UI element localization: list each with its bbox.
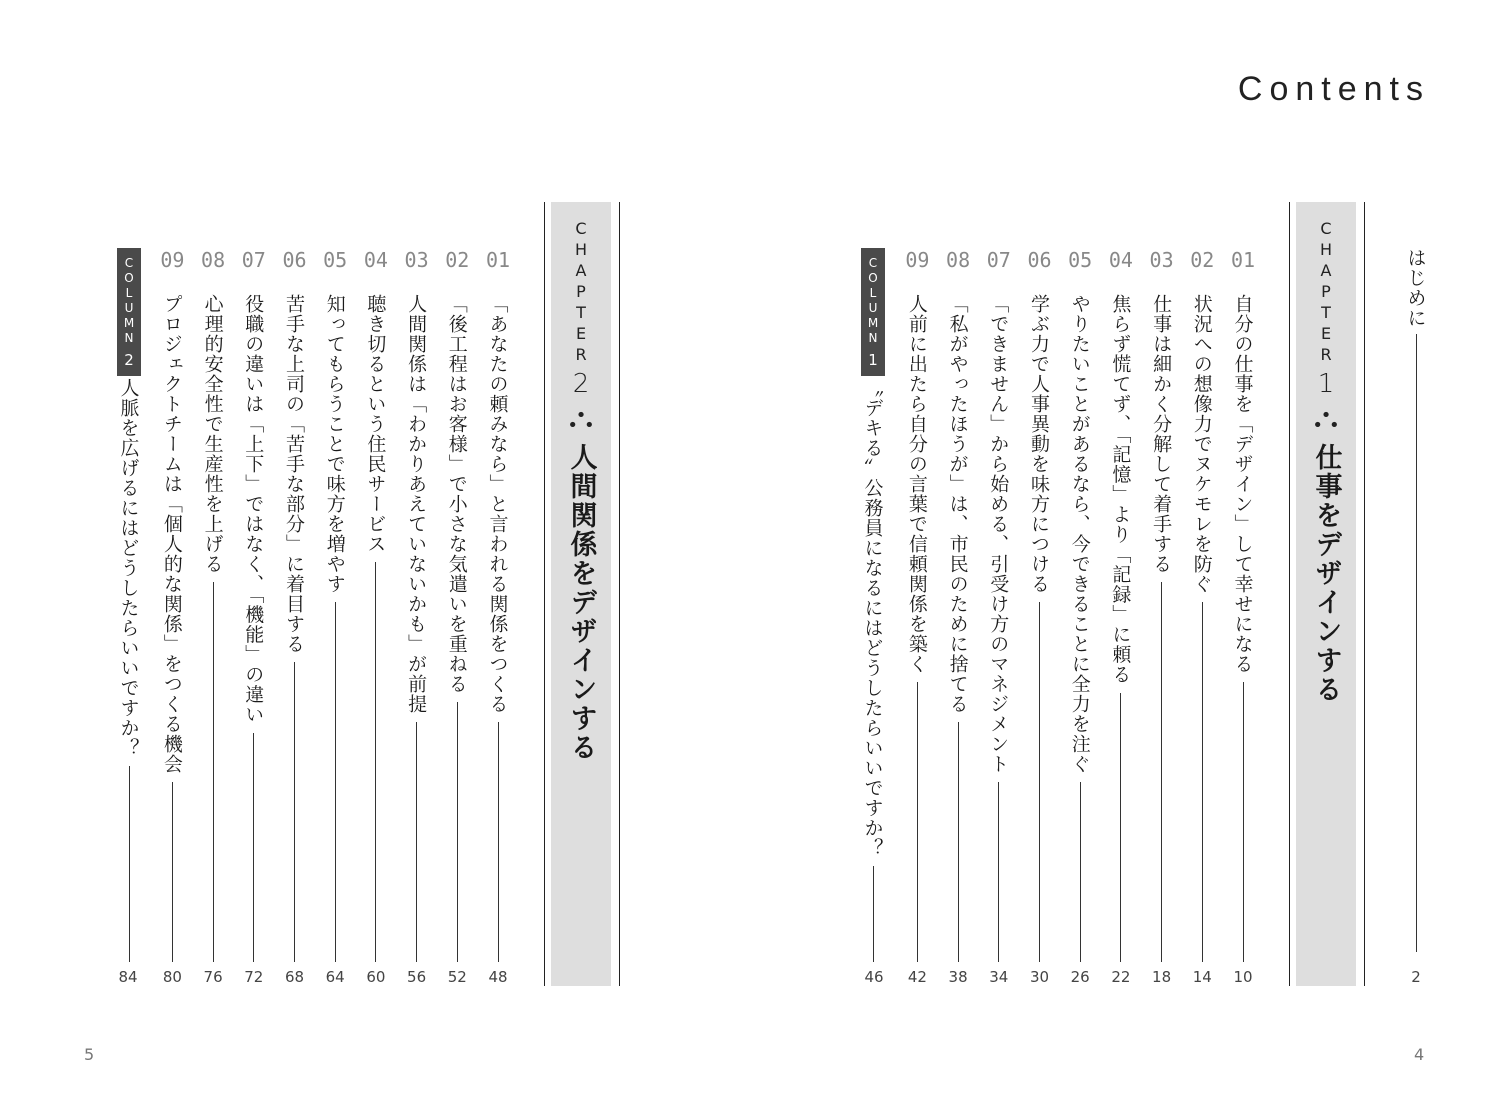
entry-title: 学ぶ力で人事異動を味方につける [1028, 294, 1050, 594]
entry-page: 10 [1233, 968, 1253, 986]
toc-entry[interactable] [445, 248, 469, 962]
chapter-letter: P [1321, 282, 1331, 301]
entry-title: 焦らず慌てず、「記憶」より「記録」に頼る [1109, 294, 1132, 685]
chapter-title: 人間関係をデザインする [565, 443, 597, 762]
entry-number: 04 [363, 248, 388, 272]
intro-title: はじめに [1404, 248, 1427, 328]
toc-entry[interactable] [1068, 248, 1092, 962]
entry-number: 07 [986, 248, 1011, 272]
column-title: 人脈を広げるにはどうしたらいいですか？ [117, 378, 140, 758]
entry-page: 56 [407, 968, 427, 986]
toc-entry[interactable] [1150, 248, 1174, 962]
column-letter: O [124, 271, 134, 285]
chapter-letter: R [575, 345, 587, 364]
leader-line [1120, 693, 1121, 963]
column-letter: N [868, 331, 878, 345]
entry-number: 01 [485, 248, 511, 272]
column-letter: M [867, 316, 879, 330]
leader-line [873, 866, 874, 962]
toc-entry[interactable] [987, 248, 1011, 962]
leader-line [375, 562, 376, 962]
column-letter: N [124, 331, 134, 345]
chapter-dots: • • • [1312, 405, 1340, 436]
entry-title: プロジェクトチームは「個人的な関係」をつくる機会 [160, 294, 183, 774]
chapter-letter: A [1320, 261, 1332, 280]
leader-line [1161, 582, 1162, 962]
entry-number: 09 [160, 248, 185, 272]
entry-number: 06 [1027, 248, 1052, 272]
entry-page: 34 [989, 968, 1009, 986]
entry-page: 48 [488, 968, 508, 986]
column-entry[interactable] [861, 378, 885, 962]
column-letter: C [868, 256, 878, 270]
column-letter: L [869, 286, 877, 300]
chapter-rule [1364, 202, 1365, 986]
entry-page: 38 [948, 968, 968, 986]
entry-title: 「私がやったほうが」は、市民のために捨てる [946, 294, 969, 714]
leader-line [129, 766, 130, 962]
column-letter: O [868, 271, 878, 285]
leader-line [1202, 602, 1203, 962]
chapter-header[interactable] [551, 218, 611, 762]
chapter-letter: H [1319, 240, 1333, 259]
toc-entry[interactable] [283, 248, 307, 962]
entry-number: 09 [905, 248, 930, 272]
leader-line [917, 682, 918, 962]
leader-line [1416, 334, 1417, 952]
entry-title: 「後工程はお客様」で小さな気遣いを重ねる [445, 294, 468, 694]
entry-number: 04 [1108, 248, 1133, 272]
chapter-dots: • • • [567, 405, 595, 436]
chapter-rule [544, 202, 545, 986]
entry-title: 聴き切るという住民サービス [364, 294, 387, 554]
entry-page: 68 [284, 968, 305, 986]
chapter-letter: A [575, 261, 587, 280]
toc-entry[interactable] [242, 248, 266, 962]
chapter-number: 2 [572, 369, 590, 399]
entry-number: 08 [946, 248, 971, 272]
leader-line [1080, 782, 1081, 962]
leader-line [253, 733, 254, 963]
leader-line [498, 722, 499, 962]
entry-number: 03 [404, 248, 429, 272]
chapter-letter: E [575, 324, 587, 343]
leader-line [416, 722, 417, 962]
toc-entry[interactable] [486, 248, 510, 962]
leader-line [294, 662, 295, 962]
entry-number: 08 [201, 248, 226, 272]
entry-title: 心理的安全性で生産性を上げる [201, 294, 224, 574]
column-number: 1 [868, 351, 878, 369]
chapter-letter: H [574, 240, 588, 259]
chapter-letter: T [576, 303, 586, 322]
entry-number: 06 [282, 248, 307, 272]
entry-number: 01 [1230, 248, 1256, 272]
entry-title: 状況への想像力でヌケモレを防ぐ [1190, 294, 1213, 594]
entry-number: 02 [445, 248, 470, 272]
toc-entry[interactable] [1028, 248, 1052, 962]
toc-entry[interactable] [946, 248, 970, 962]
chapter-letter: C [1320, 219, 1332, 238]
column-page: 46 [864, 968, 884, 986]
leader-line [172, 782, 173, 962]
entry-title: 人間関係は「わかりあえていないかも」が前提 [405, 294, 428, 714]
contents-heading: Contents [1237, 70, 1430, 108]
toc-entry[interactable] [323, 248, 347, 962]
leader-line [998, 782, 999, 962]
entry-number: 05 [323, 248, 348, 272]
entry-page: 42 [907, 968, 927, 986]
chapter-letter: R [1320, 345, 1332, 364]
column-entry[interactable] [117, 378, 141, 962]
column-title: 〝デキる〟公務員になるにはどうしたらいいですか？ [861, 378, 884, 858]
toc-entry[interactable] [201, 248, 225, 962]
leader-line [1243, 682, 1244, 962]
entry-page: 30 [1029, 968, 1050, 986]
leader-line [958, 722, 959, 962]
entry-title: 「できません」から始める、引受け方のマネジメント [987, 294, 1010, 774]
intro-page: 2 [1411, 968, 1421, 986]
chapter-header[interactable] [1296, 218, 1356, 704]
column-letter: L [125, 286, 133, 300]
chapter-letter: E [1320, 324, 1332, 343]
column-letter: M [123, 316, 135, 330]
toc-entry[interactable] [1109, 248, 1133, 962]
column-letter: U [124, 301, 134, 315]
toc-entry[interactable] [1190, 248, 1214, 962]
toc-entry[interactable] [905, 248, 929, 962]
leader-line [213, 582, 214, 962]
entry-title: やりたいことがあるなら、今できることに全力を注ぐ [1068, 294, 1091, 774]
entry-title: 知ってもらうことで味方を増やす [323, 294, 346, 594]
chapter-letter: T [1321, 303, 1331, 322]
chapter-title: 仕事をデザインする [1310, 443, 1342, 704]
entry-title: 人前に出たら自分の言葉で信頼関係を築く [905, 294, 928, 674]
intro-entry[interactable] [1404, 248, 1428, 952]
entry-page: 80 [162, 968, 182, 986]
toc-entry[interactable] [1231, 248, 1255, 962]
page-number-left: 5 [84, 1045, 95, 1064]
toc-entry[interactable] [364, 248, 388, 962]
leader-line [1039, 602, 1040, 962]
entry-title: 苦手な上司の「苦手な部分」に着目する [283, 294, 305, 654]
toc-entry[interactable] [160, 248, 184, 962]
leader-line [335, 602, 336, 962]
column-letter: U [868, 301, 878, 315]
entry-page: 64 [325, 968, 345, 986]
entry-page: 22 [1111, 968, 1131, 986]
entry-page: 52 [447, 968, 467, 986]
chapter-number: 1 [1317, 369, 1335, 399]
entry-page: 18 [1152, 968, 1172, 986]
entry-title: 役職の違いは「上下」ではなく、「機能」の違い [242, 294, 265, 725]
entry-title: 仕事は細かく分解して着手する [1150, 294, 1173, 574]
entry-number: 03 [1149, 248, 1174, 272]
entry-number: 07 [241, 248, 266, 272]
entry-page: 14 [1192, 968, 1212, 986]
chapter-rule [1289, 202, 1290, 986]
column-page: 84 [118, 968, 138, 986]
entry-number: 05 [1068, 248, 1093, 272]
entry-number: 02 [1190, 248, 1215, 272]
chapter-letter: P [576, 282, 586, 301]
chapter-rule [619, 202, 620, 986]
column-tag [861, 248, 885, 376]
column-letter: C [124, 256, 134, 270]
entry-page: 26 [1070, 968, 1090, 986]
entry-page: 76 [203, 968, 223, 986]
page-number-right: 4 [1414, 1045, 1425, 1064]
leader-line [457, 702, 458, 962]
chapter-letter: C [575, 219, 587, 238]
toc-entry[interactable] [405, 248, 429, 962]
column-number: 2 [124, 351, 134, 369]
entry-page: 72 [244, 968, 264, 986]
column-tag [117, 248, 141, 376]
entry-title: 自分の仕事を「デザイン」して幸せになる [1231, 294, 1254, 674]
entry-title: 「あなたの頼みなら」と言われる関係をつくる [486, 294, 509, 714]
entry-page: 60 [366, 968, 386, 986]
